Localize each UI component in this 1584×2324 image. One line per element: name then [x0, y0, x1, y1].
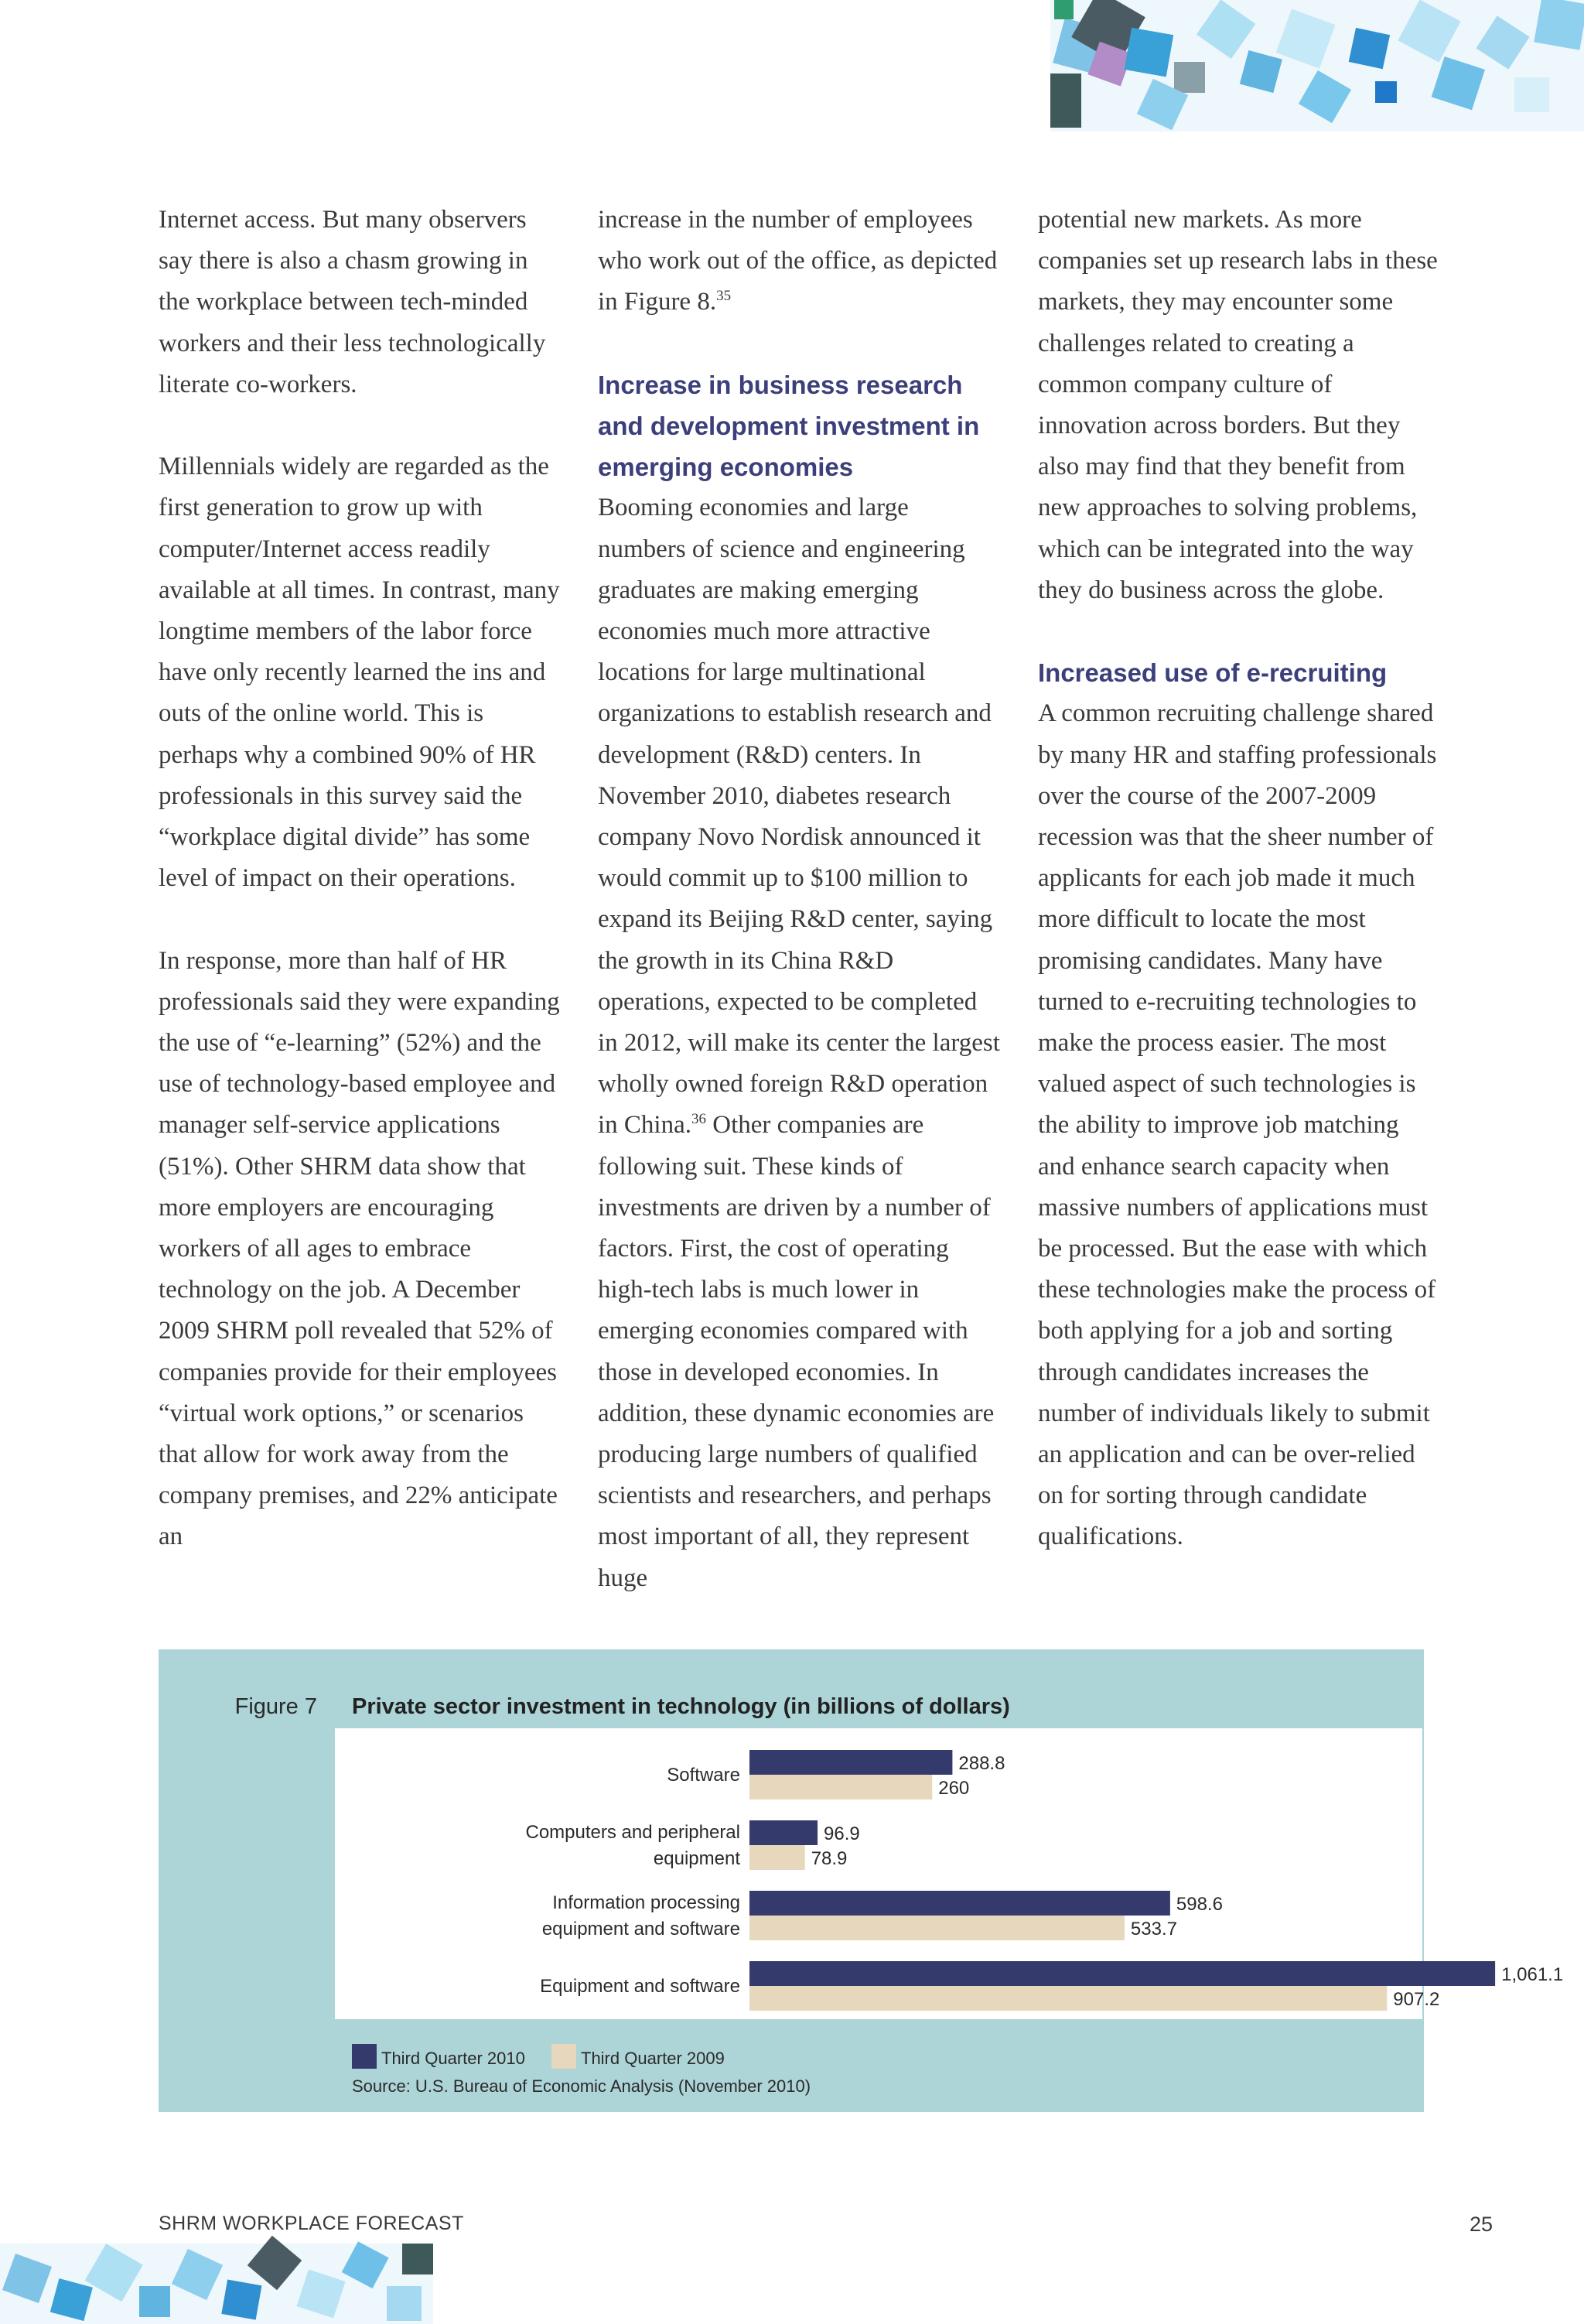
footer-title: SHRM WORKPLACE FORECAST — [159, 2213, 464, 2234]
bar-value-label: 533.7 — [1130, 1919, 1177, 1940]
section-heading: Increase in business research and development investment in emerging economies — [598, 370, 980, 482]
bar-2010 — [749, 1891, 1170, 1916]
decorative-mosaic-top — [1050, 0, 1584, 132]
bar-2009 — [749, 1775, 932, 1799]
figure-label: Figure 7 — [234, 1694, 317, 1719]
decorative-mosaic-bottom — [0, 2244, 433, 2324]
footnote-ref: 35 — [716, 288, 732, 305]
bar-value-label: 96.9 — [824, 1823, 860, 1844]
bar-value-label: 288.8 — [958, 1753, 1005, 1774]
paragraph: increase in the number of employees who work out of the office, as depicted in Figure 8.35 — [598, 206, 998, 316]
bar-value-label: 1,061.1 — [1501, 1964, 1564, 1985]
bar-value-label: 260 — [938, 1778, 970, 1799]
category-label: Equipment and software — [540, 1976, 740, 1997]
page-number: 25 — [1470, 2213, 1494, 2236]
legend-item-2009: Third Quarter 2009 — [551, 2044, 725, 2069]
bar-2010 — [749, 1820, 818, 1845]
paragraph: Booming economies and large numbers of science and engineering graduates are making emerging economies much more attractive locations for large multinational organizations to establish research and development (R&D) centers. In November 2010, diabetes research company Novo Nordisk announced it would commit up to $100 million to expand its Beijing R&D center, saying the growth in its China R&D operations, expected to be completed in 2012, will make its center the largest wholly owned foreign R&D operation in China.$^{36}$ Other companies are following suit. These kinds of investments are driven by a number of factors. First, the cost of operating high-tech labs is much lower in emerging economies compared with those in developed economies. In addition, these dynamic economies are producing large numbers of qualified scientists and researchers, and perhaps most important of all, they represent huge — [598, 494, 1000, 1592]
bar-chart — [335, 1728, 1564, 2019]
text-column-1 — [159, 200, 561, 1558]
paragraph: Millennials widely are regarded as the first generation to grow up with computer/Internet access readily available at all times. In contrast, many longtime members of the labor force have only recently learned the ins and outs of the online world. This is perhaps why a combined 90% of HR professionals in this survey said the “workplace digital divide” has some level of impact on their operations. — [159, 453, 560, 893]
chart-title: Private sector investment in technology (in billions of dollars) — [352, 1694, 1010, 1719]
bar-value-label: 907.2 — [1393, 1989, 1440, 2010]
figure-7 — [159, 1649, 1564, 2112]
paragraph: A common recruiting challenge shared by many HR and staffing professionals over the course of the 2007-2009 recession was that the sheer number of applicants for each job made it much more difficult to locate the most promising candidates. Many have turned to e-recruiting technologies to make the process easier. The most valued aspect of such technologies is the ability to improve job matching and enhance search capacity when massive numbers of applications must be processed. But the ease with which these technologies make the process of both applying for a job and sorting through candidates increases the number of individuals likely to submit an application and can be over-relied on for sorting through candidate qualifications. — [1038, 699, 1437, 1551]
text-column-2 — [598, 200, 1000, 1599]
bar-2010 — [749, 1961, 1495, 1986]
bar-2009 — [749, 1845, 805, 1870]
legend-item-2010: Third Quarter 2010 — [352, 2044, 525, 2069]
chart-legend — [352, 2044, 746, 2069]
legend-swatch-2009 — [551, 2044, 576, 2069]
category-label: Information processing equipment and software — [541, 1892, 740, 1940]
footnote-ref: 36 — [691, 1111, 706, 1128]
category-label: Computers and peripheral equipment — [525, 1822, 740, 1869]
bar-2009 — [749, 1986, 1387, 2011]
text-column-3 — [1038, 200, 1440, 1558]
paragraph: Internet access. But many observers say there is also a chasm growing in the workplace between tech-minded workers and their less technologically literate co-workers. — [159, 206, 546, 398]
section-heading: Increased use of e-recruiting — [1038, 658, 1388, 688]
bar-2009 — [749, 1916, 1125, 1940]
chart-plot-area — [335, 1728, 1564, 2019]
bar-value-label: 598.6 — [1176, 1894, 1223, 1915]
category-label: Software — [667, 1765, 740, 1786]
paragraph: potential new markets. As more companies set up research labs in these markets, they may encounter some challenges related to creating a common company culture of innovation across borders. But they also may find that they benefit from new approaches to solving problems, which can be integrated into the way they do business across the globe. — [1038, 206, 1438, 604]
paragraph: In response, more than half of HR professionals said they were expanding the use of “e-learning” (52%) and the use of technology-based employee and manager self-service applications (51%). Other SHRM data show that more employers are encouraging workers of all ages to embrace technology on the job. A December 2009 SHRM poll revealed that 52% of companies provide for their employees “virtual work options,” or scenarios that allow for work away from the company premises, and 22% anticipate an — [159, 946, 560, 1551]
bar-value-label: 78.9 — [811, 1848, 848, 1869]
bar-2010 — [749, 1750, 952, 1775]
chart-source: Source: U.S. Bureau of Economic Analysis (November 2010) — [352, 2076, 811, 2096]
legend-swatch-2010 — [352, 2044, 377, 2069]
